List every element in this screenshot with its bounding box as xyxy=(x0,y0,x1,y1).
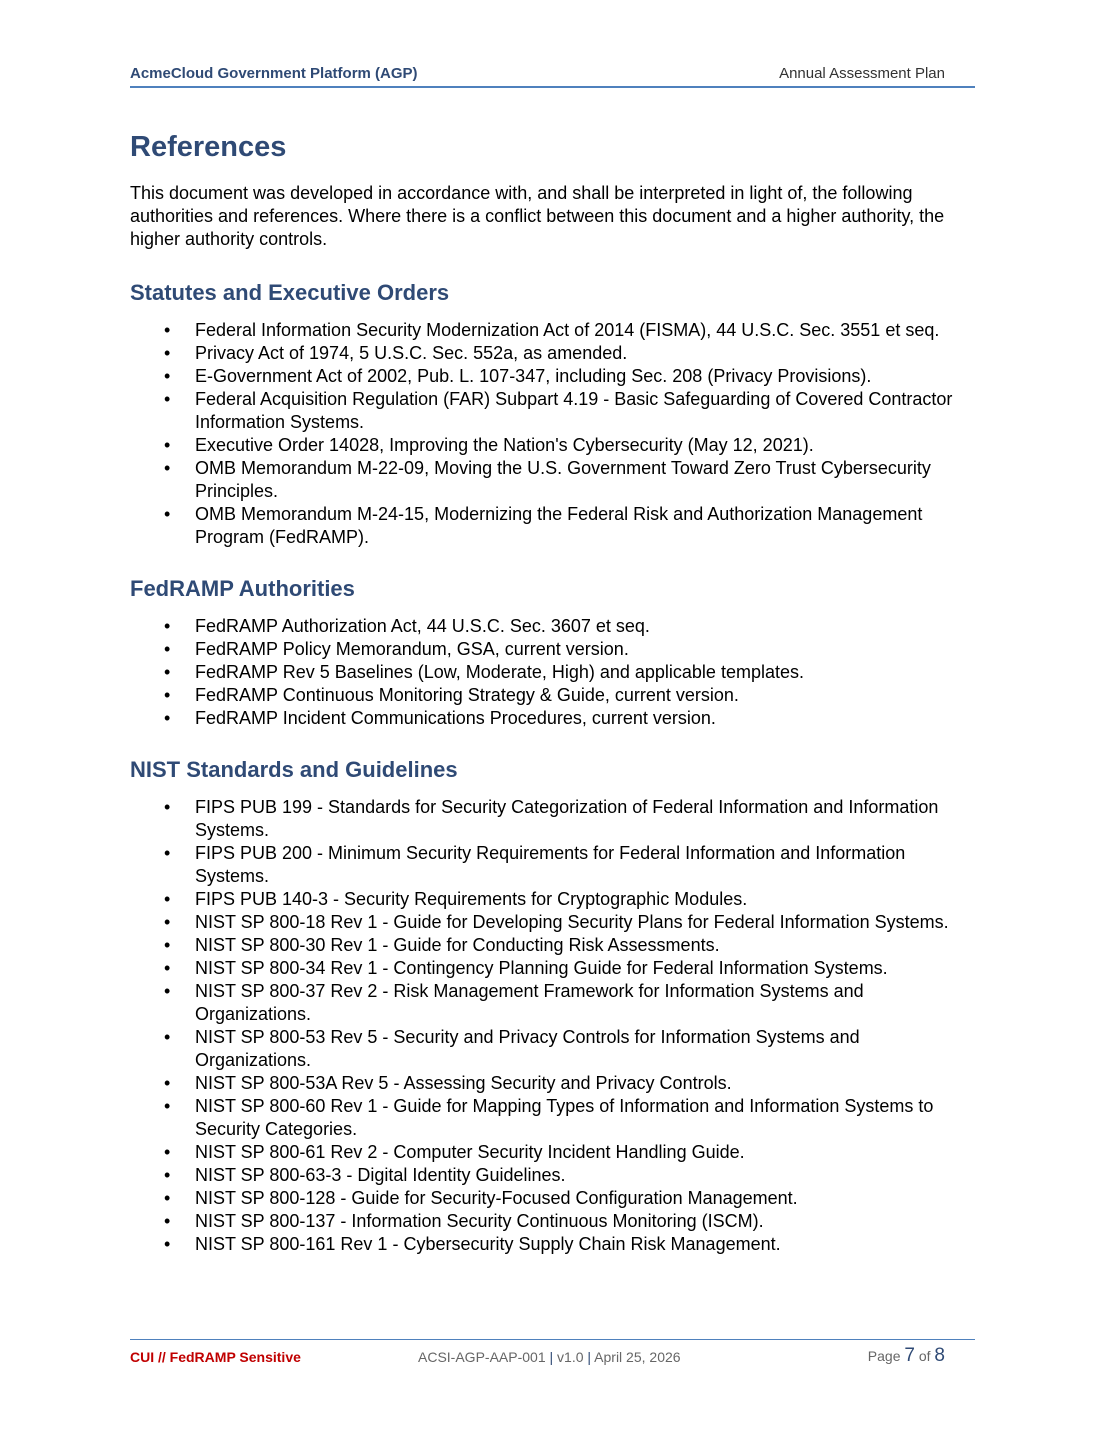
bullet-icon: • xyxy=(164,343,171,363)
header-document-title: Annual Assessment Plan xyxy=(779,65,945,82)
bullet-icon: • xyxy=(164,458,171,478)
reference-text: NIST SP 800-53 Rev 5 - Security and Privacy Controls for Information Systems and Organizations. xyxy=(195,1027,860,1070)
header-org-name: AcmeCloud Government Platform (AGP) xyxy=(130,65,418,82)
document-id: ACSI-AGP-AAP-001 xyxy=(418,1349,546,1365)
list-item xyxy=(130,661,975,684)
list-item xyxy=(130,319,975,342)
reference-text: Federal Information Security Modernization Act of 2014 (FISMA), 44 U.S.C. Sec. 3551 et seq. xyxy=(195,320,940,340)
bullet-icon: • xyxy=(164,1096,171,1116)
page-footer xyxy=(130,1339,975,1370)
page-total: 8 xyxy=(934,1345,945,1366)
reference-text: E-Government Act of 2002, Pub. L. 107-347, including Sec. 208 (Privacy Provisions). xyxy=(195,366,872,386)
reference-text: FedRAMP Incident Communications Procedures, current version. xyxy=(195,708,716,728)
section-heading: FedRAMP Authorities xyxy=(130,576,355,601)
page-title: References xyxy=(130,131,287,163)
reference-sections xyxy=(130,278,975,1256)
list-item xyxy=(130,1026,975,1072)
list-item xyxy=(130,934,975,957)
reference-text: FIPS PUB 199 - Standards for Security Categorization of Federal Information and Information Systems. xyxy=(195,797,939,840)
reference-text: NIST SP 800-37 Rev 2 - Risk Management Framework for Information Systems and Organizations. xyxy=(195,981,864,1024)
bullet-icon: • xyxy=(164,366,171,386)
page-of: of xyxy=(918,1348,931,1364)
bullet-icon: • xyxy=(164,843,171,863)
bullet-icon: • xyxy=(164,1234,171,1254)
reference-text: NIST SP 800-34 Rev 1 - Contingency Planning Guide for Federal Information Systems. xyxy=(195,958,888,978)
list-item xyxy=(130,1072,975,1095)
list-item xyxy=(130,388,975,434)
list-item xyxy=(130,796,975,842)
list-item xyxy=(130,911,975,934)
list-item xyxy=(130,615,975,638)
reference-list xyxy=(130,615,975,730)
list-item xyxy=(130,957,975,980)
bullet-icon: • xyxy=(164,708,171,728)
bullet-icon: • xyxy=(164,889,171,909)
bullet-icon: • xyxy=(164,504,171,524)
reference-text: NIST SP 800-137 - Information Security Continuous Monitoring (ISCM). xyxy=(195,1211,764,1231)
reference-list xyxy=(130,796,975,1256)
bullet-icon: • xyxy=(164,797,171,817)
list-item xyxy=(130,1164,975,1187)
reference-text: NIST SP 800-128 - Guide for Security-Focused Configuration Management. xyxy=(195,1188,798,1208)
reference-text: Executive Order 14028, Improving the Nation's Cybersecurity (May 12, 2021). xyxy=(195,435,814,455)
reference-text: FedRAMP Rev 5 Baselines (Low, Moderate, High) and applicable templates. xyxy=(195,662,804,682)
section-heading: Statutes and Executive Orders xyxy=(130,280,450,305)
bullet-icon: • xyxy=(164,435,171,455)
bullet-icon: • xyxy=(164,912,171,932)
list-item xyxy=(130,503,975,549)
reference-text: Privacy Act of 1974, 5 U.S.C. Sec. 552a, as amended. xyxy=(195,343,628,363)
reference-text: FedRAMP Continuous Monitoring Strategy & Guide, current version. xyxy=(195,685,739,705)
list-item xyxy=(130,888,975,911)
page-label: Page xyxy=(867,1348,901,1364)
cui-marking: CUI // FedRAMP Sensitive xyxy=(130,1349,301,1365)
reference-text: FedRAMP Policy Memorandum, GSA, current version. xyxy=(195,639,629,659)
page-number xyxy=(868,1345,945,1367)
list-item xyxy=(130,980,975,1026)
list-item xyxy=(130,434,975,457)
reference-text: NIST SP 800-61 Rev 2 - Computer Security Incident Handling Guide. xyxy=(195,1142,745,1162)
bullet-icon: • xyxy=(164,1188,171,1208)
bullet-icon: • xyxy=(164,935,171,955)
reference-text: Federal Acquisition Regulation (FAR) Subpart 4.19 - Basic Safeguarding of Covered Contractor Information Systems. xyxy=(195,389,953,432)
reference-text: FIPS PUB 200 - Minimum Security Requirements for Federal Information and Information Systems. xyxy=(195,843,906,886)
footer-separator: | xyxy=(587,1349,592,1365)
bullet-icon: • xyxy=(164,1027,171,1047)
reference-text: FIPS PUB 140-3 - Security Requirements for Cryptographic Modules. xyxy=(195,889,748,909)
list-item xyxy=(130,1095,975,1141)
bullet-icon: • xyxy=(164,1165,171,1185)
list-item xyxy=(130,342,975,365)
bullet-icon: • xyxy=(164,662,171,682)
document-version: v1.0 xyxy=(557,1349,584,1365)
list-item xyxy=(130,1141,975,1164)
list-item xyxy=(130,457,975,503)
reference-text: OMB Memorandum M-24-15, Modernizing the Federal Risk and Authorization Management Program (FedRAMP). xyxy=(195,504,923,547)
reference-text: OMB Memorandum M-22-09, Moving the U.S. Government Toward Zero Trust Cybersecurity Principles. xyxy=(195,458,931,501)
bullet-icon: • xyxy=(164,1073,171,1093)
bullet-icon: • xyxy=(164,320,171,340)
bullet-icon: • xyxy=(164,958,171,978)
list-item xyxy=(130,707,975,730)
bullet-icon: • xyxy=(164,1211,171,1231)
reference-text: NIST SP 800-18 Rev 1 - Guide for Developing Security Plans for Federal Information Systems. xyxy=(195,912,949,932)
reference-text: NIST SP 800-60 Rev 1 - Guide for Mapping Types of Information and Information Systems to Security Categories. xyxy=(195,1096,934,1139)
list-item xyxy=(130,638,975,661)
reference-text: NIST SP 800-161 Rev 1 - Cybersecurity Supply Chain Risk Management. xyxy=(195,1234,781,1254)
list-item xyxy=(130,842,975,888)
reference-text: NIST SP 800-30 Rev 1 - Guide for Conducting Risk Assessments. xyxy=(195,935,720,955)
list-item xyxy=(130,684,975,707)
list-item xyxy=(130,365,975,388)
reference-text: NIST SP 800-53A Rev 5 - Assessing Security and Privacy Controls. xyxy=(195,1073,732,1093)
list-item xyxy=(130,1233,975,1256)
reference-text: FedRAMP Authorization Act, 44 U.S.C. Sec. 3607 et seq. xyxy=(195,616,650,636)
bullet-icon: • xyxy=(164,616,171,636)
bullet-icon: • xyxy=(164,389,171,409)
list-item xyxy=(130,1210,975,1233)
bullet-icon: • xyxy=(164,685,171,705)
footer-separator: | xyxy=(549,1349,554,1365)
page-header xyxy=(130,64,975,88)
document-id-line xyxy=(418,1349,681,1365)
bullet-icon: • xyxy=(164,981,171,1001)
intro-paragraph: This document was developed in accordance with, and shall be interpreted in light of, the following authorities and references. Where there is a conflict between this document and a higher authority, the higher authority controls. xyxy=(130,183,945,249)
section-heading: NIST Standards and Guidelines xyxy=(130,757,458,782)
bullet-icon: • xyxy=(164,639,171,659)
bullet-icon: • xyxy=(164,1142,171,1162)
reference-list xyxy=(130,319,975,549)
list-item xyxy=(130,1187,975,1210)
document-date: April 25, 2026 xyxy=(594,1349,681,1365)
page-current: 7 xyxy=(904,1345,915,1366)
reference-text: NIST SP 800-63-3 - Digital Identity Guidelines. xyxy=(195,1165,566,1185)
page-content xyxy=(130,128,975,1281)
